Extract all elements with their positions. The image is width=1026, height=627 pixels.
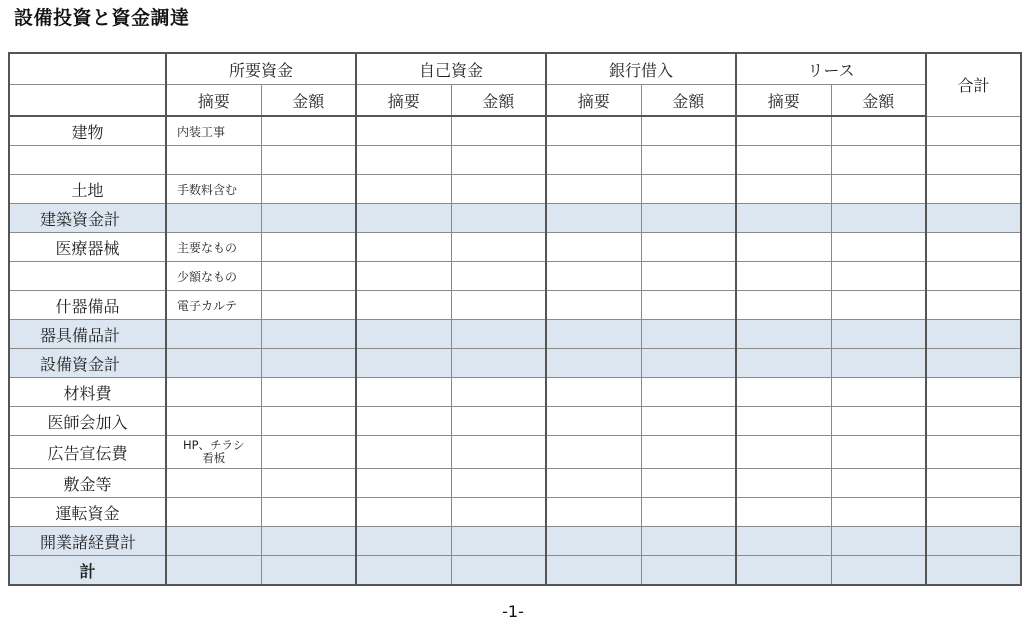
summary-cell <box>356 116 451 146</box>
summary-cell <box>736 291 831 320</box>
summary-cell: 少額なもの <box>166 262 261 291</box>
summary-cell <box>736 469 831 498</box>
summary-cell <box>356 498 451 527</box>
amount-cell <box>451 378 546 407</box>
group-header-lease: リース <box>736 53 926 85</box>
summary-cell <box>546 262 641 291</box>
amount-cell <box>261 262 356 291</box>
sub-header-amount: 金額 <box>261 85 356 117</box>
amount-cell <box>831 204 926 233</box>
amount-cell <box>641 233 736 262</box>
amount-cell <box>451 436 546 469</box>
row-label: 設備資金計 <box>9 349 166 378</box>
total-cell <box>926 556 1021 586</box>
amount-cell <box>451 320 546 349</box>
amount-cell <box>261 378 356 407</box>
row-label: 運転資金 <box>9 498 166 527</box>
summary-cell <box>546 469 641 498</box>
amount-cell <box>641 469 736 498</box>
amount-cell <box>451 291 546 320</box>
amount-cell <box>641 556 736 586</box>
amount-cell <box>261 175 356 204</box>
amount-cell <box>641 378 736 407</box>
amount-cell <box>641 204 736 233</box>
page-title: 設備投資と資金調達 <box>14 7 190 29</box>
amount-cell <box>831 556 926 586</box>
row-label: 医師会加入 <box>9 407 166 436</box>
summary-cell <box>736 407 831 436</box>
summary-cell <box>546 146 641 175</box>
amount-cell <box>641 262 736 291</box>
amount-cell <box>831 378 926 407</box>
sub-header-summary: 摘要 <box>546 85 641 117</box>
total-cell <box>926 498 1021 527</box>
summary-cell <box>546 320 641 349</box>
summary-cell <box>736 527 831 556</box>
amount-cell <box>831 527 926 556</box>
amount-cell <box>261 349 356 378</box>
row-label: 什器備品 <box>9 291 166 320</box>
row-label: 広告宣伝費 <box>9 436 166 469</box>
total-cell <box>926 320 1021 349</box>
amount-cell <box>451 233 546 262</box>
table-row <box>9 469 1021 498</box>
amount-cell <box>451 349 546 378</box>
summary-cell <box>356 436 451 469</box>
amount-cell <box>641 291 736 320</box>
sub-header-amount: 金額 <box>451 85 546 117</box>
amount-cell <box>641 436 736 469</box>
row-label: 開業諸経費計 <box>9 527 166 556</box>
row-label: 建物 <box>9 116 166 146</box>
total-cell <box>926 469 1021 498</box>
amount-cell <box>261 146 356 175</box>
row-label: 土地 <box>9 175 166 204</box>
summary-cell <box>546 116 641 146</box>
amount-cell <box>451 469 546 498</box>
summary-cell <box>166 146 261 175</box>
amount-cell <box>261 204 356 233</box>
amount-cell <box>831 349 926 378</box>
summary-cell: HP、チラシ 看板 <box>166 436 261 469</box>
summary-cell <box>736 175 831 204</box>
corner-cell-2 <box>9 85 166 117</box>
amount-cell <box>831 498 926 527</box>
amount-cell <box>641 146 736 175</box>
table-row <box>9 175 1021 204</box>
table-row <box>9 527 1021 556</box>
amount-cell <box>451 116 546 146</box>
row-label <box>9 262 166 291</box>
group-header-required-funds: 所要資金 <box>166 53 356 85</box>
summary-cell <box>356 407 451 436</box>
row-label <box>9 146 166 175</box>
summary-cell <box>356 291 451 320</box>
sub-header-summary: 摘要 <box>166 85 261 117</box>
amount-cell <box>451 262 546 291</box>
summary-cell <box>546 291 641 320</box>
group-header-own-funds: 自己資金 <box>356 53 546 85</box>
row-label: 計 <box>9 556 166 586</box>
summary-cell: 手数料含む <box>166 175 261 204</box>
amount-cell <box>831 320 926 349</box>
amount-cell <box>261 436 356 469</box>
table-row <box>9 498 1021 527</box>
amount-cell <box>641 527 736 556</box>
corner-cell <box>9 53 166 85</box>
amount-cell <box>261 233 356 262</box>
amount-cell <box>261 320 356 349</box>
summary-cell <box>356 146 451 175</box>
summary-cell <box>736 204 831 233</box>
amount-cell <box>641 320 736 349</box>
summary-cell <box>546 349 641 378</box>
summary-cell <box>546 498 641 527</box>
table-row <box>9 116 1021 146</box>
amount-cell <box>831 146 926 175</box>
summary-cell <box>546 378 641 407</box>
summary-cell <box>356 320 451 349</box>
summary-cell <box>166 556 261 586</box>
total-cell <box>926 204 1021 233</box>
table-row <box>9 291 1021 320</box>
amount-cell <box>831 291 926 320</box>
amount-cell <box>451 498 546 527</box>
total-cell <box>926 436 1021 469</box>
amount-cell <box>641 116 736 146</box>
amount-cell <box>831 436 926 469</box>
amount-cell <box>451 407 546 436</box>
amount-cell <box>261 407 356 436</box>
summary-cell <box>546 556 641 586</box>
page-number: -1- <box>502 602 524 621</box>
row-label: 医療器械 <box>9 233 166 262</box>
summary-cell <box>546 527 641 556</box>
total-cell <box>926 233 1021 262</box>
table-row <box>9 407 1021 436</box>
group-header-bank-loan: 銀行借入 <box>546 53 736 85</box>
summary-cell <box>736 436 831 469</box>
table-row <box>9 262 1021 291</box>
summary-cell <box>356 204 451 233</box>
table-row <box>9 349 1021 378</box>
summary-cell <box>356 527 451 556</box>
summary-cell <box>356 378 451 407</box>
summary-cell <box>736 262 831 291</box>
amount-cell <box>641 498 736 527</box>
amount-cell <box>261 116 356 146</box>
funding-table <box>8 52 1022 586</box>
amount-cell <box>831 262 926 291</box>
amount-cell <box>831 116 926 146</box>
summary-cell: 主要なもの <box>166 233 261 262</box>
row-label: 材料費 <box>9 378 166 407</box>
total-cell <box>926 349 1021 378</box>
summary-cell <box>166 407 261 436</box>
summary-cell <box>736 378 831 407</box>
row-label: 敷金等 <box>9 469 166 498</box>
table-row <box>9 320 1021 349</box>
summary-cell <box>166 498 261 527</box>
amount-cell <box>831 233 926 262</box>
summary-cell <box>736 349 831 378</box>
row-label: 器具備品計 <box>9 320 166 349</box>
sub-header-amount: 金額 <box>831 85 926 117</box>
summary-cell <box>356 175 451 204</box>
table-row <box>9 378 1021 407</box>
total-header: 合計 <box>926 53 1021 116</box>
table-row <box>9 146 1021 175</box>
summary-cell: 内装工事 <box>166 116 261 146</box>
amount-cell <box>261 556 356 586</box>
amount-cell <box>831 407 926 436</box>
amount-cell <box>641 407 736 436</box>
table-row <box>9 556 1021 586</box>
total-cell <box>926 146 1021 175</box>
summary-cell <box>166 320 261 349</box>
summary-cell <box>736 116 831 146</box>
summary-cell <box>166 469 261 498</box>
summary-cell <box>356 469 451 498</box>
amount-cell <box>261 498 356 527</box>
amount-cell <box>641 349 736 378</box>
summary-cell <box>736 556 831 586</box>
table-row <box>9 204 1021 233</box>
total-cell <box>926 407 1021 436</box>
amount-cell <box>261 469 356 498</box>
amount-cell <box>451 175 546 204</box>
amount-cell <box>451 527 546 556</box>
amount-cell <box>261 527 356 556</box>
summary-cell <box>166 527 261 556</box>
sub-header-amount: 金額 <box>641 85 736 117</box>
summary-cell <box>546 233 641 262</box>
summary-cell <box>736 233 831 262</box>
summary-cell: 電子カルテ <box>166 291 261 320</box>
sub-header-summary: 摘要 <box>736 85 831 117</box>
row-label: 建築資金計 <box>9 204 166 233</box>
summary-cell <box>546 436 641 469</box>
summary-cell <box>166 378 261 407</box>
sub-header-summary: 摘要 <box>356 85 451 117</box>
summary-cell <box>736 146 831 175</box>
summary-cell <box>736 320 831 349</box>
total-cell <box>926 116 1021 146</box>
summary-cell <box>546 175 641 204</box>
amount-cell <box>451 556 546 586</box>
summary-cell <box>166 204 261 233</box>
summary-cell <box>736 498 831 527</box>
summary-cell <box>546 204 641 233</box>
total-cell <box>926 378 1021 407</box>
summary-cell <box>356 556 451 586</box>
table-row <box>9 436 1021 469</box>
summary-cell <box>546 407 641 436</box>
summary-cell <box>356 233 451 262</box>
table-row <box>9 233 1021 262</box>
summary-cell <box>356 262 451 291</box>
total-cell <box>926 175 1021 204</box>
amount-cell <box>451 146 546 175</box>
total-cell <box>926 262 1021 291</box>
amount-cell <box>831 469 926 498</box>
summary-cell <box>356 349 451 378</box>
amount-cell <box>451 204 546 233</box>
total-cell <box>926 527 1021 556</box>
total-cell <box>926 291 1021 320</box>
summary-cell <box>166 349 261 378</box>
amount-cell <box>261 291 356 320</box>
amount-cell <box>831 175 926 204</box>
amount-cell <box>641 175 736 204</box>
